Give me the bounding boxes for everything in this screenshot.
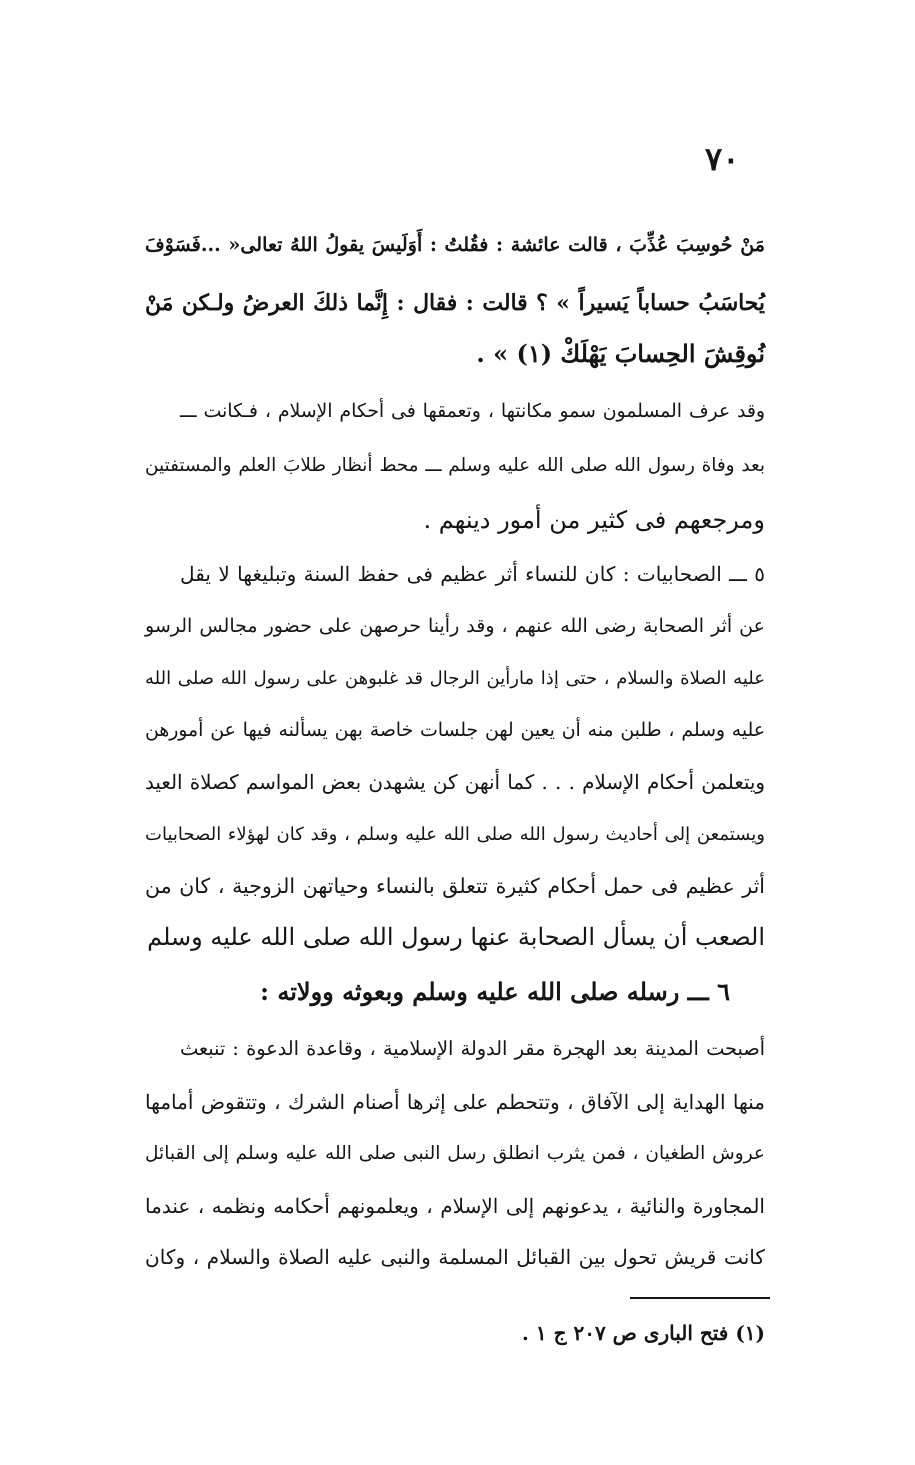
sahabiyat-line-2: عن أثر الصحابة رضى الله عنهم ، وقد رأينا حرصهن على حضور مجالس الرسو: [145, 615, 765, 637]
sahabiyat-line-3: عليه الصلاة والسلام ، حتى إذا مارأين الرجال قد غلبوهن على رسول الله صلى الله: [145, 668, 765, 689]
hadith-line-1: مَنْ حُوسِبَ عُذِّبَ ، قالت عائشة : فقُلتُ : أَوَلَيسَ يقولُ اللهُ تعالى« ...فَسَوْفَ: [145, 233, 765, 256]
sahabiyat-line-8: الصعب أن يسأل الصحابة عنها رسول الله صلى الله عليه وسلم: [147, 923, 765, 951]
muslims-line-1: وقد عرف المسلمون سمو مكانتها ، وتعمقها فى أحكام الإسلام ، فـكانت ـــ: [180, 401, 765, 422]
sahabiyat-line-6: ويستمعن إلى أحاديث رسول الله صلى الله عليه وسلم ، وقد كان لهؤلاء الصحابيات: [145, 824, 765, 845]
hadith-line-3: نُوقِشَ الحِسابَ يَهْلَكْ (١) » .: [476, 339, 765, 368]
madina-line-1: أصبحت المدينة بعد الهجرة مقر الدولة الإسلامية ، وقاعدة الدعوة : تنبعث: [180, 1037, 765, 1060]
muslims-line-3: ومرجعهم فى كثير من أمور دينهم .: [423, 506, 765, 534]
madina-line-3: عروش الطغيان ، فمن يثرب انطلق رسل النبى صلى الله عليه وسلم إلى القبائل: [145, 1143, 765, 1164]
sahabiyat-line-7: أثر عظيم فى حمل أحكام كثيرة تتعلق بالنساء وحياتهن الزوجية ، كان من: [145, 874, 765, 898]
sahabiyat-line-5: ويتعلمن أحكام الإسلام . . . كما أنهن كن يشهدن بعض المواسم كصلاة العيد: [145, 771, 765, 794]
footnote: (١) فتح البارى ص ٢٠٧ ج ١ .: [521, 1321, 765, 1345]
sahabiyat-line-4: عليه وسلم ، طلبن منه أن يعين لهن جلسات خاصة بهن يسألنه فيها عن أمورهن: [145, 720, 765, 741]
sahabiyat-line-1: ٥ ـــ الصحابيات : كان للنساء أثر عظيم فى حفظ السنة وتبليغها لا يقل: [180, 562, 765, 586]
page-number: ٧٠: [705, 140, 740, 178]
madina-line-2: منها الهداية إلى الآفاق ، وتتحطم على إثرها أصنام الشرك ، وتتقوض أمامها: [145, 1090, 765, 1114]
hadith-line-2: يُحاسَبُ حساباً يَسيراً » ؟ قالت : فقال : إِنَّما ذلكَ العرضُ ولـكن مَنْ: [145, 290, 765, 316]
madina-line-5: كانت قريش تحول بين القبائل المسلمة والنبى عليه الصلاة والسلام ، وكان: [145, 1245, 765, 1269]
footnote-divider: [630, 1297, 770, 1299]
muslims-line-2: بعد وفاة رسول الله صلى الله عليه وسلم ـــ محط أنظار طلابَ العلم والمستفتين: [145, 455, 765, 476]
section-6-heading: ٦ ـــ رسله صلى الله عليه وسلم وبعوثه وولاته :: [260, 977, 730, 1006]
madina-line-4: المجاورة والنائية ، يدعونهم إلى الإسلام ، ويعلمونهم أحكامه ونظمه ، عندما: [145, 1194, 765, 1218]
